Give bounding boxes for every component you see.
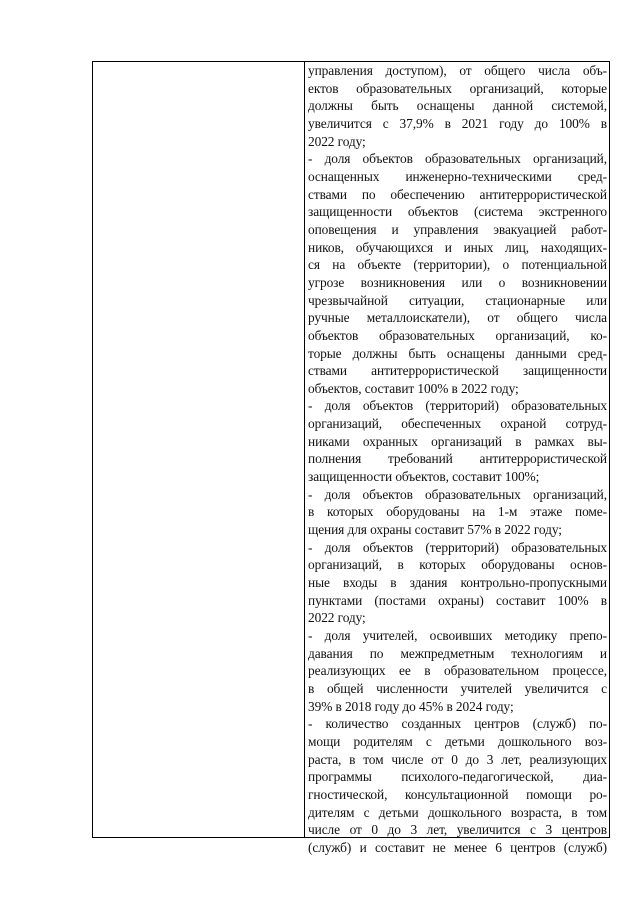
text-line: защищенности объектов (система экстренного: [308, 204, 607, 220]
text-line: давания по межпредметным технологиям и: [308, 645, 607, 661]
text-line: в общей численности учителей увеличится с: [308, 680, 607, 696]
text-line: мощи родителям с детьми дошкольного воз-: [308, 733, 607, 749]
text-line: организаций, обеспеченных охраной сотруд-: [308, 416, 607, 432]
text-line: защищенности объектов, составит 100%;: [308, 469, 540, 485]
text-line: - доля объектов (территорий) образовательных: [308, 398, 607, 414]
text-line: оповещения и управления эвакуацией работ-: [308, 221, 607, 237]
text-line: - количество созданных центров (служб) по-: [308, 716, 607, 732]
text-line: полнения требований антитеррористической: [308, 451, 607, 467]
text-line: 2022 году;: [308, 133, 366, 149]
text-line: торые должны быть оснащены данными сред-: [308, 345, 607, 361]
text-line: программы психолого-педагогической, диа-: [308, 769, 607, 785]
text-line: пунктами (постами охраны) составит 100% в: [308, 592, 607, 608]
text-line: - доля объектов (территорий) образовательных: [308, 539, 607, 555]
text-line: щения для охраны составит 57% в 2022 году;: [308, 522, 562, 538]
text-line: объектов образовательных организаций, ко-: [308, 327, 607, 343]
text-line: реализующих ее в образовательном процессе,: [308, 663, 607, 679]
text-line: объектов, составит 100% в 2022 году;: [308, 380, 519, 396]
text-line: (служб) и составит не менее 6 центров (служб): [308, 839, 607, 855]
text-line: ников, обучающихся и иных лиц, находящих-: [308, 239, 607, 255]
text-line: 2022 году;: [308, 610, 366, 626]
text-line: гностической, консультационной помощи ро-: [308, 786, 607, 802]
text-line: должны быть оснащены данной системой,: [308, 98, 607, 114]
text-line: организаций, в которых оборудованы основ-: [308, 557, 607, 573]
text-line: числе от 0 до 3 лет, увеличится с 3 центров: [308, 822, 607, 838]
text-line: ручные металлоискатели), от общего числа: [308, 310, 607, 326]
text-line: - доля объектов образовательных организаций,: [308, 151, 607, 167]
text-line: никами охранных организаций в рамках вы-: [308, 433, 607, 449]
text-line: угрозе возникновения или о возникновении: [308, 274, 607, 290]
table-right-cell: [305, 62, 609, 855]
text-line: - доля объектов образовательных организаций,: [308, 486, 607, 502]
text-line: дителям с детьми дошкольного возраста, в том: [308, 804, 607, 820]
text-line: чрезвычайной ситуации, стационарные или: [308, 292, 607, 308]
text-line: оснащенных инженерно-техническими сред-: [308, 168, 607, 184]
text-line: ные входы в здания контрольно-пропускными: [308, 575, 607, 591]
text-line: ся на объекте (территории), о потенциальной: [308, 257, 607, 273]
text-line: ствами по обеспечению антитеррористической: [308, 186, 607, 202]
document-table: [92, 61, 610, 855]
text-line: раста, в том числе от 0 до 3 лет, реализующих: [308, 751, 607, 767]
text-line: увеличится с 37,9% в 2021 году до 100% в: [308, 115, 607, 131]
text-line: в которых оборудованы на 1-м этаже поме-: [308, 504, 607, 520]
text-line: ектов образовательных организаций, которые: [308, 80, 607, 96]
text-line: управления доступом), от общего числа объ-: [308, 63, 607, 78]
table-left-cell: [93, 62, 304, 837]
text-line: - доля учителей, освоивших методику препо-: [308, 628, 607, 643]
text-line: 39% в 2018 году до 45% в 2024 году;: [308, 698, 514, 714]
text-line: ствами антитеррористической защищенности: [308, 363, 607, 379]
